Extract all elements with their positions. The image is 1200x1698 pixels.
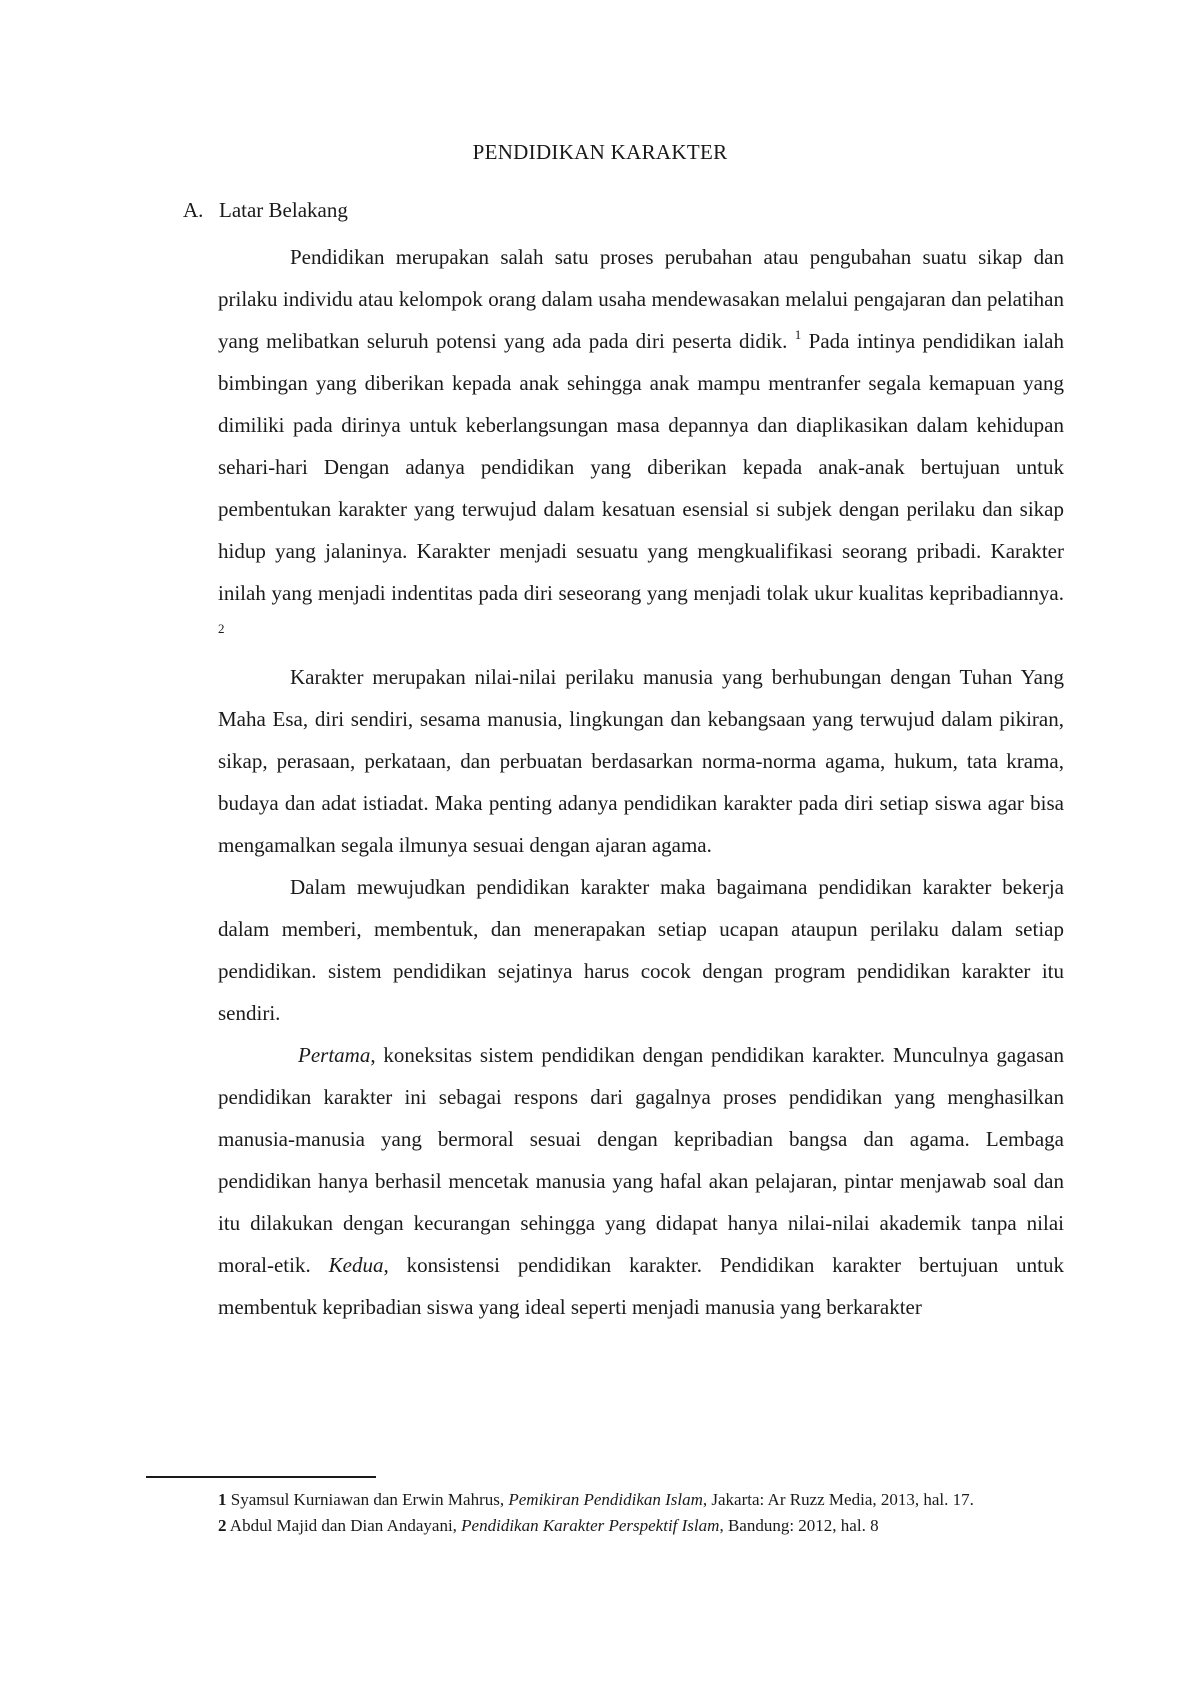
text-run: , konsistensi pendidikan karakter. Pendidikan karakter bertujuan untuk membentuk kepribadian siswa yang ideal seperti menjadi manusia yang berkarakter xyxy=(218,1253,1064,1319)
italic-text: Pendidikan Karakter Perspektif Islam xyxy=(461,1516,720,1535)
italic-text: Pertama xyxy=(298,1043,371,1067)
text-run: , Jakarta: Ar Ruzz Media, 2013, hal. 17. xyxy=(702,1490,974,1509)
paragraph xyxy=(218,656,1064,866)
page-title: PENDIDIKAN KARAKTER xyxy=(472,140,728,164)
italic-text: Pemikiran Pendidikan Islam xyxy=(508,1490,703,1509)
body-text xyxy=(218,236,1064,1328)
footnote-ref: 1 xyxy=(794,327,802,342)
paragraph xyxy=(218,866,1064,1034)
italic-text: Kedua xyxy=(328,1253,384,1277)
section-marker: A. xyxy=(183,198,204,222)
footnote xyxy=(146,1513,1064,1539)
text-run: Karakter merupakan nilai-nilai perilaku manusia yang berhubungan dengan Tuhan Yang Maha Esa, diri sendiri, sesama manusia, lingkungan dan kebangsaan yang terwujud dalam pikiran, sikap, perasaan, perkataan, dan perbuatan berdasarkan norma-norma agama, hukum, tata krama, budaya dan adat istiadat. Maka penting adanya pendidikan karakter pada diri setiap siswa agar bisa mengamalkan segala ilmunya sesuai dengan ajaran agama. xyxy=(218,665,1064,857)
text-run: Dalam mewujudkan pendidikan karakter maka bagaimana pendidikan karakter bekerja dalam memberi, membentuk, dan menerapakan setiap ucapan ataupun perilaku dalam setiap pendidikan. sistem pendidikan sejatinya harus cocok dengan program pendidikan karakter itu sendiri. xyxy=(218,875,1064,1025)
paragraph xyxy=(218,1034,1064,1328)
text-run: Pada intinya pendidikan ialah bimbingan yang diberikan kepada anak sehingga anak mampu mentranfer segala kemapuan yang dimiliki pada dirinya untuk keberlangsungan masa depannya dan diaplikasikan dalam kehidupan sehari-hari Dengan adanya pendidikan yang diberikan kepada anak-anak bertujuan untuk pembentukan karakter yang terwujud dalam kesatuan esensial si subjek dengan perilaku dan sikap hidup yang jalaninya. Karakter menjadi sesuatu yang mengkualifikasi seorang pribadi. Karakter inilah yang menjadi indentitas pada diri seseorang yang menjadi tolak ukur kualitas kepribadiannya. xyxy=(218,329,1064,605)
footnotes xyxy=(146,1487,1064,1539)
text-run: Syamsul Kurniawan dan Erwin Mahrus, xyxy=(226,1490,509,1509)
text-run: Abdul Majid dan Dian Andayani, xyxy=(226,1516,462,1535)
footnote-ref: 2 xyxy=(218,621,225,636)
text-run: Pendidikan merupakan salah satu proses perubahan atau pengubahan suatu sikap dan prilaku individu atau kelompok orang dalam usaha mendewasakan melalui pengajaran dan pelatihan yang melibatkan seluruh potensi yang ada pada diri peserta didik. xyxy=(218,245,1064,353)
paragraph xyxy=(218,236,1064,656)
section-heading xyxy=(183,198,348,223)
section-heading-text: Latar Belakang xyxy=(219,198,348,222)
text-run: , koneksitas sistem pendidikan dengan pendidikan karakter. Munculnya gagasan pendidikan karakter ini sebagai respons dari gagalnya proses pendidikan yang menghasilkan manusia-manusia yang bermoral sesuai dengan kepribadian bangsa dan agama. Lembaga pendidikan hanya berhasil mencetak manusia yang hafal akan pelajaran, pintar menjawab soal dan itu dilakukan dengan kecurangan sehingga yang didapat hanya nilai-nilai akademik tanpa nilai moral-etik. xyxy=(218,1043,1064,1277)
footnote xyxy=(146,1487,1064,1513)
footnote-number: 2 xyxy=(218,1516,227,1535)
footnote-number: 1 xyxy=(218,1490,227,1509)
text-run: , Bandung: 2012, hal. 8 xyxy=(719,1516,879,1535)
footnote-divider xyxy=(146,1476,376,1478)
